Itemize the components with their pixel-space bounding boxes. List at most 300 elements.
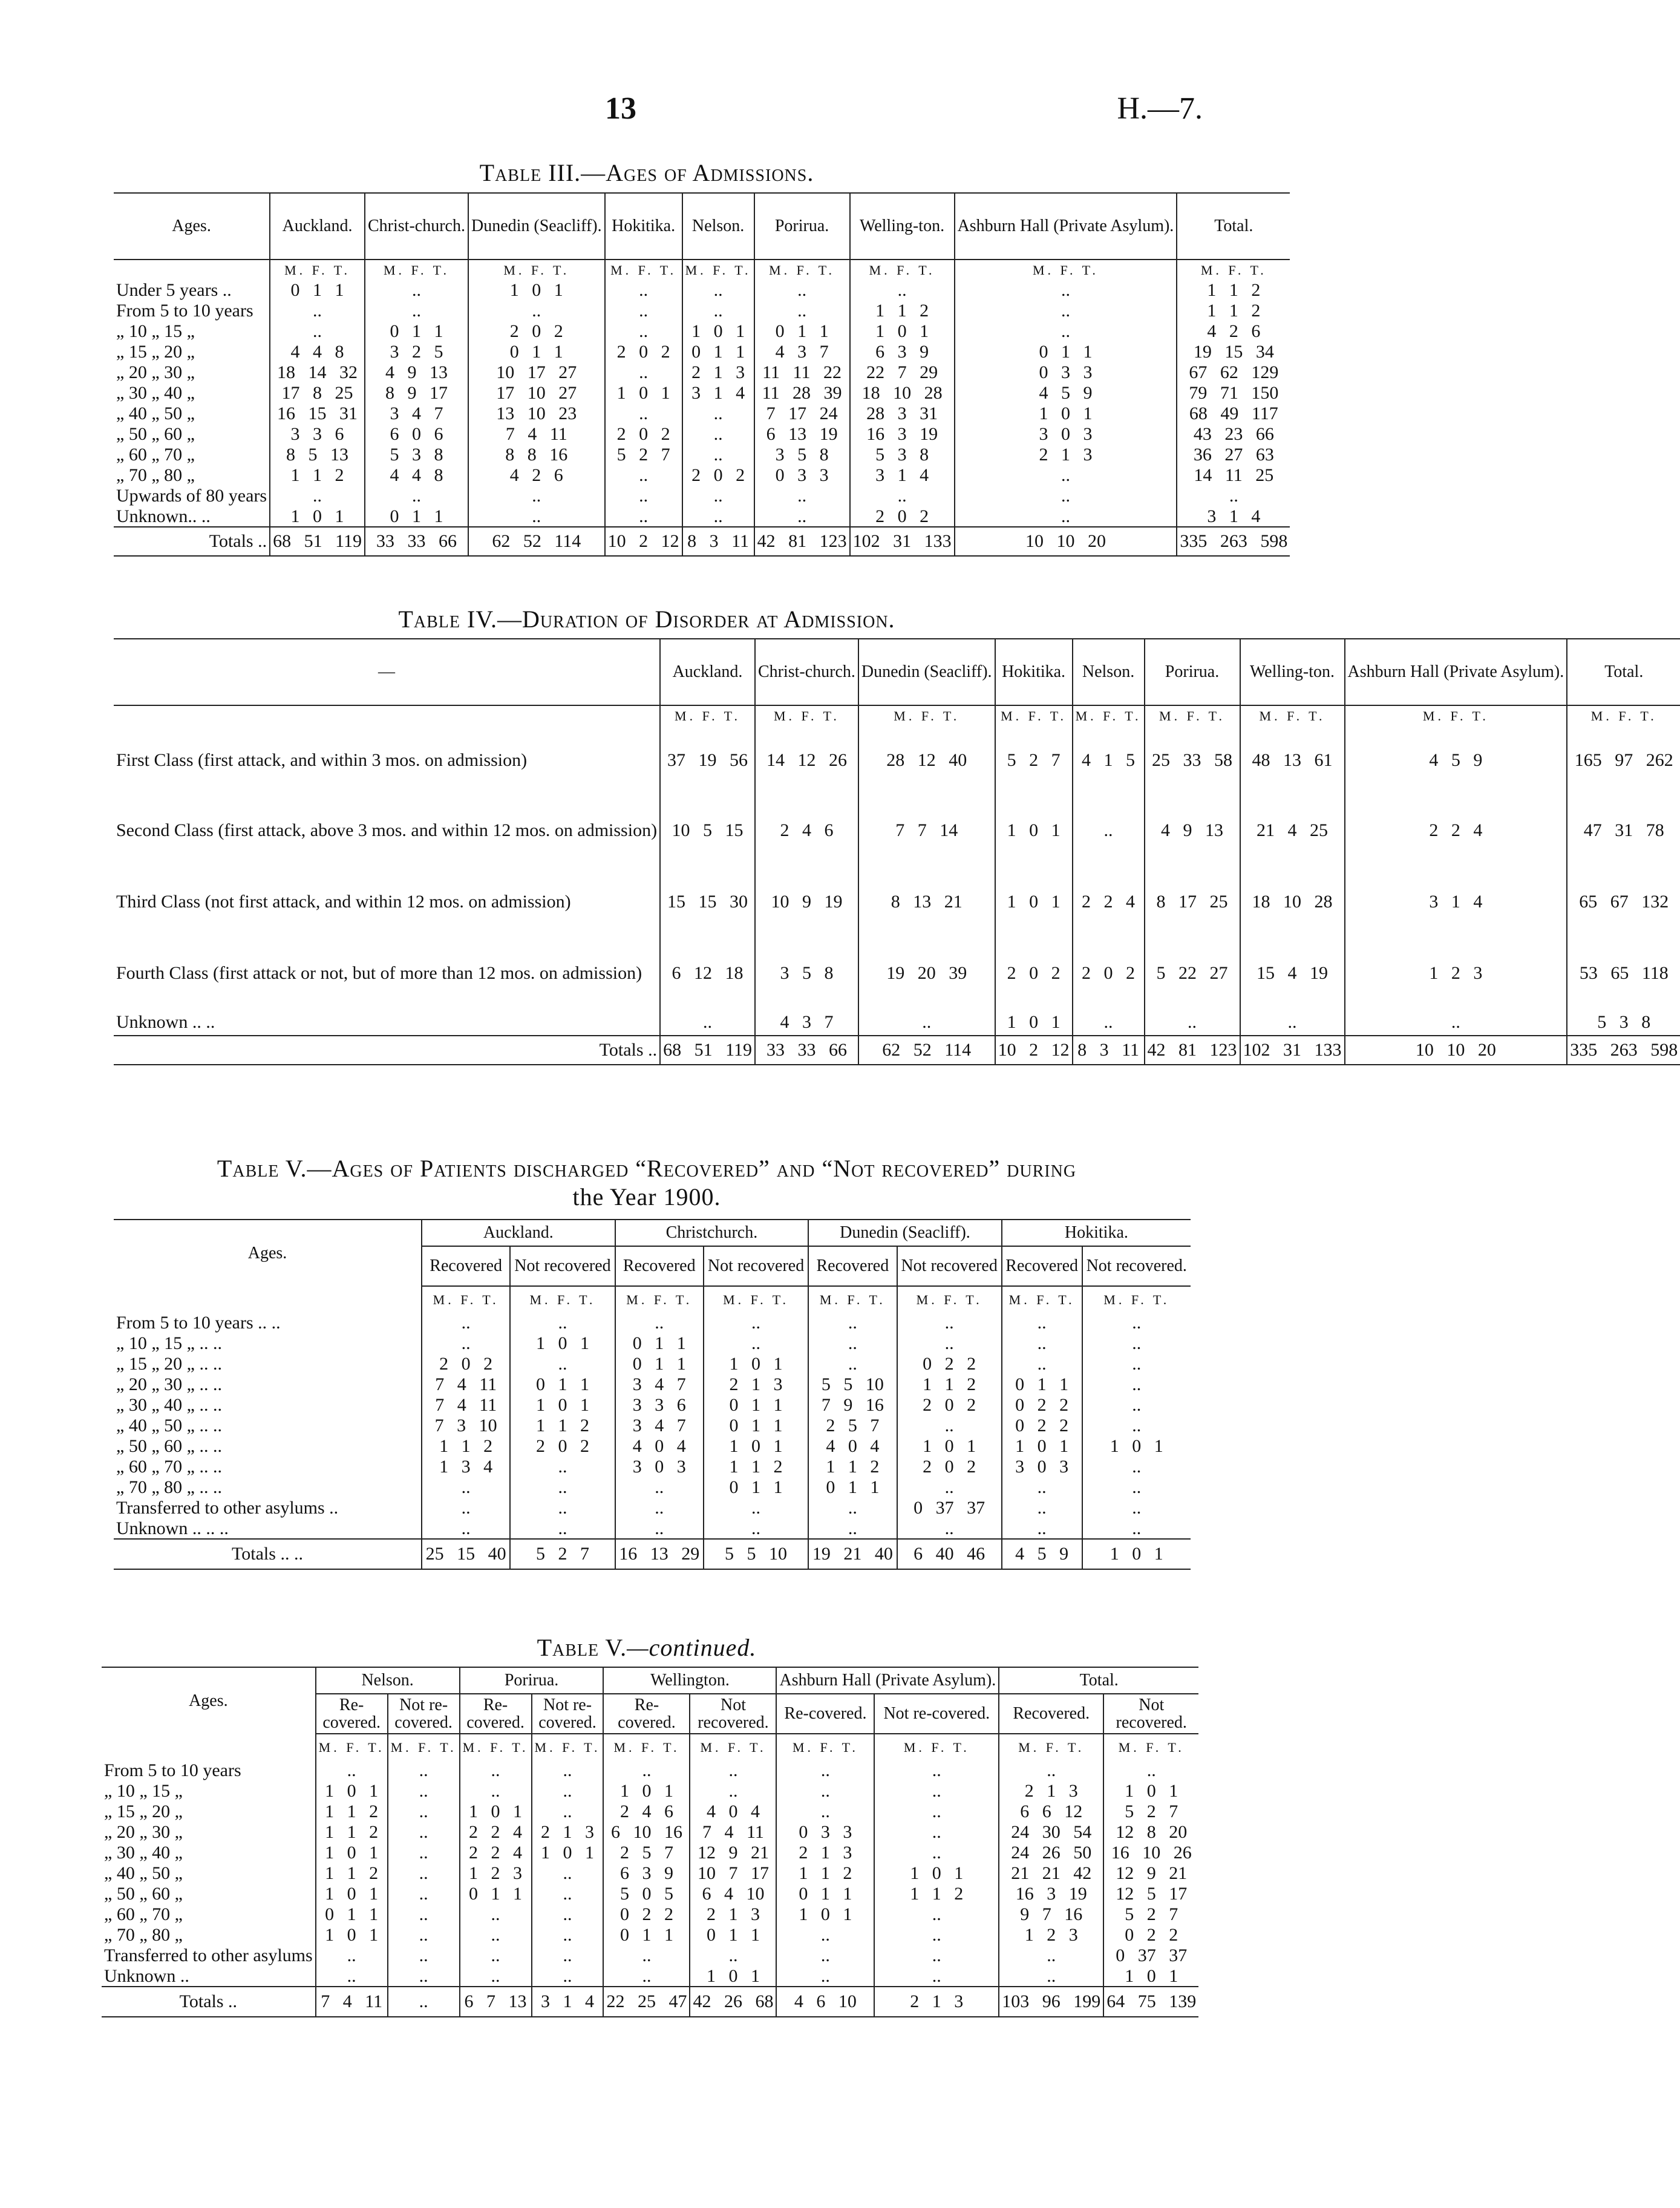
t5-row — [114, 1477, 1191, 1498]
t4-cell: 1 0 1 — [995, 866, 1073, 938]
t4-totals-cell: 10 2 12 — [995, 1036, 1073, 1065]
t3-cell: .. — [754, 506, 850, 527]
t4-cell: .. — [1145, 1009, 1240, 1036]
t5-cell: .. — [1082, 1333, 1191, 1354]
t3-cell: 19 15 34 — [1177, 342, 1290, 362]
t6-cell: 12 9 21 — [1103, 1863, 1198, 1884]
t3-cell: 4 3 7 — [754, 342, 850, 362]
table5-continued-caption — [0, 1633, 1293, 1662]
t4-cell: 7 7 14 — [858, 795, 995, 866]
t6-cell: 1 0 1 — [316, 1843, 388, 1863]
t4-header-3: Dunedin (Seacliff). — [858, 639, 995, 705]
t4-cell: 1 0 1 — [995, 795, 1073, 866]
t3-header-9: Total. — [1177, 193, 1290, 260]
t6-cell: 1 0 1 — [316, 1925, 388, 1945]
t6-mft-label: M. F. T. — [999, 1734, 1103, 1760]
t5-cell: 5 5 10 — [808, 1374, 897, 1395]
t6-totals-cell: 2 1 3 — [874, 1987, 999, 2017]
t6-cell: 0 1 1 — [690, 1925, 776, 1945]
t4-mft-label: M. F. T. — [1073, 705, 1145, 726]
t4-row-label: Third Class (not first attack, and within 12 mos. on admission) — [116, 892, 571, 912]
t3-row-label: „ 40 „ 50 „ — [116, 403, 195, 423]
t6-cell: 2 2 4 — [460, 1843, 532, 1863]
t5-totals-row — [114, 1539, 1191, 1569]
t6-cell: .. — [999, 1760, 1103, 1781]
t5-cell: .. — [808, 1333, 897, 1354]
t4-mft-blank — [114, 705, 660, 726]
t4-row — [114, 726, 1680, 795]
t6-cell: .. — [874, 1945, 999, 1966]
t6-subheader: Not re-covered. — [388, 1694, 460, 1734]
t5-cell: 0 1 1 — [808, 1477, 897, 1498]
t3-cell: 0 1 1 — [270, 280, 365, 301]
t5-cell: 3 4 7 — [615, 1416, 704, 1436]
t3-cell: 1 0 1 — [955, 403, 1177, 424]
t6-cell: 16 10 26 — [1103, 1843, 1198, 1863]
t6-totals-label: Totals .. — [102, 1987, 316, 2017]
page-header — [0, 91, 1293, 133]
t6-cell: 1 0 1 — [1103, 1781, 1198, 1801]
t5-cell: .. — [704, 1498, 808, 1518]
t6-cell: 7 4 11 — [690, 1822, 776, 1843]
t4-header-0: — — [114, 639, 660, 705]
t3-cell: .. — [682, 424, 754, 445]
t4-cell: 25 33 58 — [1145, 726, 1240, 795]
t3-row — [114, 506, 1290, 527]
t4-mft-label: M. F. T. — [755, 705, 858, 726]
t5-row — [114, 1374, 1191, 1395]
t4-cell: .. — [1240, 1009, 1345, 1036]
t3-cell: 0 1 1 — [955, 342, 1177, 362]
t4-cell: 6 12 18 — [660, 938, 755, 1009]
t6-cell: .. — [460, 1966, 532, 1987]
t6-group-header: Ashburn Hall (Private Asylum). — [776, 1667, 999, 1694]
t4-cell: 8 17 25 — [1145, 866, 1240, 938]
t5-group-header: Auckland. — [422, 1220, 615, 1246]
t6-cell: .. — [532, 1781, 604, 1801]
t6-row-label: „ 20 „ 30 „ — [104, 1822, 183, 1842]
t5-cell: 0 1 1 — [1002, 1374, 1082, 1395]
t6-row-label: „ 70 „ 80 „ — [104, 1925, 183, 1945]
t5-cell: .. — [1002, 1333, 1082, 1354]
t5-cell: .. — [1002, 1518, 1082, 1539]
table5-caption-number: Table V. — [217, 1155, 307, 1182]
t6-subheader: Re-covered. — [316, 1694, 388, 1734]
t3-cell: 0 3 3 — [754, 465, 850, 486]
t5-totals-cell: 19 21 40 — [808, 1539, 897, 1569]
t5-cell: .. — [897, 1313, 1002, 1333]
t5-row-label: Transferred to other asylums .. — [116, 1498, 339, 1518]
t3-cell: .. — [955, 321, 1177, 342]
t5-row — [114, 1498, 1191, 1518]
t3-cell: 4 4 8 — [270, 342, 365, 362]
t3-cell: 1 1 2 — [850, 301, 955, 321]
t3-row-label: From 5 to 10 years — [116, 301, 253, 321]
t4-cell: 1 0 1 — [995, 1009, 1073, 1036]
t3-cell: .. — [605, 486, 682, 506]
t5-cell: .. — [422, 1498, 510, 1518]
t5-subheader: Not recovered. — [1082, 1246, 1191, 1286]
t3-cell: 6 0 6 — [365, 424, 468, 445]
t3-row-label: „ 10 „ 15 „ — [116, 321, 195, 341]
t6-row — [102, 1925, 1198, 1945]
t3-header-8: Ashburn Hall (Private Asylum). — [955, 193, 1177, 260]
t5-cell: 1 0 1 — [510, 1333, 615, 1354]
t6-row-label: Unknown .. — [104, 1965, 189, 1986]
t5-subheader: Not recovered — [704, 1246, 808, 1286]
t3-totals-cell: 68 51 119 — [270, 527, 365, 556]
t4-cell: 2 0 2 — [995, 938, 1073, 1009]
t3-header-7: Welling-ton. — [850, 193, 955, 260]
t6-row-label: „ 30 „ 40 „ — [104, 1843, 183, 1863]
t6-subheader: Not recovered. — [690, 1694, 776, 1734]
t3-cell: 28 3 31 — [850, 403, 955, 424]
table-ages-of-admissions — [114, 192, 1290, 557]
t5-cell: 2 1 3 — [704, 1374, 808, 1395]
t3-row — [114, 383, 1290, 403]
t6-row-label: Transferred to other asylums — [104, 1945, 313, 1965]
t6-cell: 2 5 7 — [603, 1843, 690, 1863]
t3-cell: 4 9 13 — [365, 362, 468, 383]
t3-cell: .. — [955, 280, 1177, 301]
t6-row-label: „ 60 „ 70 „ — [104, 1904, 183, 1924]
t5-cell: .. — [897, 1416, 1002, 1436]
t6-cell: 1 1 2 — [776, 1863, 874, 1884]
t3-cell: 3 1 4 — [682, 383, 754, 403]
t6-cell: 0 1 1 — [460, 1884, 532, 1904]
t5-cell: .. — [422, 1313, 510, 1333]
t4-header-8: Ashburn Hall (Private Asylum). — [1345, 639, 1567, 705]
t5-row-label: „ 70 „ 80 „ .. .. — [116, 1477, 222, 1497]
t5-cell: .. — [1082, 1313, 1191, 1333]
t5-cell: 0 1 1 — [704, 1477, 808, 1498]
table5c-caption-title: —continued. — [627, 1634, 757, 1661]
t5-cell: 2 0 2 — [897, 1457, 1002, 1477]
t5-cell: 7 3 10 — [422, 1416, 510, 1436]
t6-row — [102, 1945, 1198, 1966]
t4-header-4: Hokitika. — [995, 639, 1073, 705]
t5-cell: .. — [704, 1333, 808, 1354]
t3-cell: 16 15 31 — [270, 403, 365, 424]
t3-cell: 11 11 22 — [754, 362, 850, 383]
t6-totals-cell: .. — [388, 1987, 460, 2017]
t6-row — [102, 1822, 1198, 1843]
table3-caption — [0, 158, 1293, 187]
t3-cell: .. — [365, 301, 468, 321]
t6-cell: .. — [603, 1760, 690, 1781]
t4-header-1: Auckland. — [660, 639, 755, 705]
t3-cell: .. — [365, 280, 468, 301]
t4-cell: 2 0 2 — [1073, 938, 1145, 1009]
t6-cell: .. — [460, 1904, 532, 1925]
t3-cell: .. — [682, 403, 754, 424]
t3-cell: .. — [682, 445, 754, 465]
t5-cell: .. — [422, 1333, 510, 1354]
t6-cell: .. — [874, 1760, 999, 1781]
t6-cell: .. — [776, 1801, 874, 1822]
t3-header-0: Ages. — [114, 193, 270, 260]
t3-cell: .. — [365, 486, 468, 506]
t6-cell: .. — [460, 1760, 532, 1781]
t3-cell: 0 1 1 — [754, 321, 850, 342]
t3-cell: 79 71 150 — [1177, 383, 1290, 403]
t5-cell: .. — [1082, 1416, 1191, 1436]
t5-cell: 1 1 2 — [510, 1416, 615, 1436]
document-reference: H.—7. — [1117, 91, 1203, 126]
t6-totals-cell: 4 6 10 — [776, 1987, 874, 2017]
t3-cell: .. — [270, 301, 365, 321]
t6-cell: .. — [316, 1966, 388, 1987]
t5-cell: .. — [422, 1477, 510, 1498]
t4-cell: 53 65 118 — [1567, 938, 1680, 1009]
t6-cell: .. — [874, 1822, 999, 1843]
t3-row — [114, 321, 1290, 342]
t6-subheader: Not re-covered. — [874, 1694, 999, 1734]
t3-cell: 1 0 1 — [682, 321, 754, 342]
t3-row — [114, 403, 1290, 424]
t6-cell: 1 1 2 — [874, 1884, 999, 1904]
t6-totals-cell: 6 7 13 — [460, 1987, 532, 2017]
t4-header-2: Christ-church. — [755, 639, 858, 705]
t6-cell: .. — [388, 1925, 460, 1945]
t3-cell: 2 0 2 — [468, 321, 605, 342]
t3-cell: .. — [270, 321, 365, 342]
t4-header-7: Welling-ton. — [1240, 639, 1345, 705]
t6-cell: .. — [460, 1781, 532, 1801]
t5-cell: 0 1 1 — [704, 1395, 808, 1416]
t5-row-label: „ 15 „ 20 „ .. .. — [116, 1354, 222, 1374]
t5-cell: .. — [1002, 1498, 1082, 1518]
t3-cell: 0 3 3 — [955, 362, 1177, 383]
t5-cell: 1 0 1 — [1002, 1436, 1082, 1457]
t6-row — [102, 1966, 1198, 1987]
t3-mft-label: M. F. T. — [468, 260, 605, 280]
t6-cell: 0 37 37 — [1103, 1945, 1198, 1966]
t5-cell: .. — [1082, 1457, 1191, 1477]
t6-cell: .. — [874, 1781, 999, 1801]
t6-mft-blank — [102, 1734, 316, 1760]
t6-mft-label: M. F. T. — [460, 1734, 532, 1760]
t6-subheader: Recovered. — [999, 1694, 1103, 1734]
t6-cell: 12 8 20 — [1103, 1822, 1198, 1843]
t5-cell: 7 4 11 — [422, 1374, 510, 1395]
t3-cell: .. — [754, 301, 850, 321]
t6-cell: 1 0 1 — [316, 1884, 388, 1904]
t6-cell: .. — [532, 1863, 604, 1884]
t6-cell: 0 2 2 — [1103, 1925, 1198, 1945]
t5-cell: 3 4 7 — [615, 1374, 704, 1395]
t6-mft-label: M. F. T. — [1103, 1734, 1198, 1760]
t3-cell: 7 4 11 — [468, 424, 605, 445]
t6-totals-cell: 22 25 47 — [603, 1987, 690, 2017]
t4-totals-cell: 68 51 119 — [660, 1036, 755, 1065]
t4-cell: 19 20 39 — [858, 938, 995, 1009]
t5-row-label: From 5 to 10 years .. .. — [116, 1313, 281, 1333]
t6-mft-label: M. F. T. — [388, 1734, 460, 1760]
t6-cell: 21 21 42 — [999, 1863, 1103, 1884]
t5-totals-cell: 6 40 46 — [897, 1539, 1002, 1569]
t6-group-header: Wellington. — [603, 1667, 776, 1694]
t6-cell: .. — [532, 1760, 604, 1781]
t6-cell: .. — [388, 1822, 460, 1843]
t5-mft-label: M. F. T. — [1002, 1286, 1082, 1313]
t3-totals-cell: 62 52 114 — [468, 527, 605, 556]
t3-row — [114, 424, 1290, 445]
t4-cell: 2 2 4 — [1073, 866, 1145, 938]
t3-cell: .. — [955, 301, 1177, 321]
t4-row-label: First Class (first attack, and within 3 mos. on admission) — [116, 750, 528, 771]
t5-cell: .. — [510, 1354, 615, 1374]
t6-row-label: From 5 to 10 years — [104, 1760, 241, 1780]
t6-cell: 1 0 1 — [690, 1966, 776, 1987]
t6-cell: .. — [874, 1925, 999, 1945]
t3-row-label: „ 60 „ 70 „ — [116, 445, 195, 465]
t5-cell: 4 0 4 — [808, 1436, 897, 1457]
t3-cell: 2 0 2 — [850, 506, 955, 527]
t5-row — [114, 1333, 1191, 1354]
t4-row-label: Second Class (first attack, above 3 mos. and within 12 mos. on admission) — [116, 820, 658, 841]
t3-totals-label: Totals .. — [114, 527, 270, 556]
t3-row-label: Unknown.. .. — [116, 506, 211, 526]
t4-mft-label: M. F. T. — [1145, 705, 1240, 726]
t5-totals-cell: 5 2 7 — [510, 1539, 615, 1569]
t3-cell: .. — [605, 506, 682, 527]
t3-row — [114, 486, 1290, 506]
t3-cell: .. — [468, 506, 605, 527]
t6-cell: 1 0 1 — [603, 1781, 690, 1801]
t3-cell: .. — [605, 280, 682, 301]
t4-cell: 28 12 40 — [858, 726, 995, 795]
t3-cell: 4 2 6 — [1177, 321, 1290, 342]
t6-group-header: Nelson. — [316, 1667, 460, 1694]
t4-header-row — [114, 639, 1680, 705]
t3-cell: 1 0 1 — [270, 506, 365, 527]
t5-cell: .. — [808, 1518, 897, 1539]
t4-cell: 15 15 30 — [660, 866, 755, 938]
t3-mft-label: M. F. T. — [754, 260, 850, 280]
t5-cell: 0 2 2 — [897, 1354, 1002, 1374]
t6-cell: .. — [999, 1966, 1103, 1987]
t5-cell: 1 0 1 — [1082, 1436, 1191, 1457]
t3-cell: 22 7 29 — [850, 362, 955, 383]
t4-totals-cell: 8 3 11 — [1073, 1036, 1145, 1065]
t5-cell: .. — [1082, 1395, 1191, 1416]
t3-row-label: „ 50 „ 60 „ — [116, 424, 195, 444]
table5c-caption-number: Table V. — [537, 1634, 627, 1661]
t6-cell: .. — [460, 1925, 532, 1945]
t6-cell: .. — [874, 1966, 999, 1987]
t5-cell: 0 2 2 — [1002, 1416, 1082, 1436]
t3-cell: 16 3 19 — [850, 424, 955, 445]
t4-totals-cell: 10 10 20 — [1345, 1036, 1567, 1065]
t3-cell: 36 27 63 — [1177, 445, 1290, 465]
table-discharged-part2 — [102, 1667, 1198, 2017]
t6-cell: .. — [388, 1904, 460, 1925]
t5-mft-row — [114, 1286, 1191, 1313]
t4-cell: 4 5 9 — [1345, 726, 1567, 795]
t6-subheader: Not recovered. — [1103, 1694, 1198, 1734]
t3-cell: .. — [850, 280, 955, 301]
t4-totals-label: Totals .. — [114, 1036, 660, 1065]
t6-cell: 0 1 1 — [603, 1925, 690, 1945]
t3-row-label: „ 70 „ 80 „ — [116, 465, 195, 485]
t6-cell: .. — [316, 1760, 388, 1781]
t6-row — [102, 1904, 1198, 1925]
t4-cell: .. — [858, 1009, 995, 1036]
t6-cell: 2 1 3 — [999, 1781, 1103, 1801]
t5-cell: .. — [615, 1477, 704, 1498]
t3-cell: 0 1 1 — [682, 342, 754, 362]
t5-row-label: Unknown .. .. .. — [116, 1518, 229, 1538]
t5-mft-label: M. F. T. — [615, 1286, 704, 1313]
t6-cell: .. — [388, 1781, 460, 1801]
t3-cell: 3 4 7 — [365, 403, 468, 424]
t5-group-row — [114, 1220, 1191, 1246]
table-discharged-part1 — [114, 1219, 1191, 1570]
t6-cell: .. — [388, 1760, 460, 1781]
t6-cell: 5 0 5 — [603, 1884, 690, 1904]
t4-cell: 3 1 4 — [1345, 866, 1567, 938]
t3-cell: 1 0 1 — [605, 383, 682, 403]
page-number: 13 — [605, 91, 636, 126]
t6-cell: .. — [776, 1925, 874, 1945]
table-duration-of-disorder — [114, 638, 1680, 1065]
t3-cell: 3 1 4 — [850, 465, 955, 486]
t3-header-5: Nelson. — [682, 193, 754, 260]
t4-cell: 2 2 4 — [1345, 795, 1567, 866]
t6-cell: 6 4 10 — [690, 1884, 776, 1904]
t6-cell: .. — [874, 1843, 999, 1863]
t3-cell: 18 10 28 — [850, 383, 955, 403]
t6-row-label: „ 50 „ 60 „ — [104, 1884, 183, 1904]
t6-cell: .. — [532, 1904, 604, 1925]
t3-cell: 4 5 9 — [955, 383, 1177, 403]
t5-row-label: „ 50 „ 60 „ .. .. — [116, 1436, 222, 1456]
t5-cell: .. — [510, 1457, 615, 1477]
t3-header-3: Dunedin (Seacliff). — [468, 193, 605, 260]
t3-row-label: „ 15 „ 20 „ — [116, 342, 195, 362]
t3-cell: .. — [754, 280, 850, 301]
t3-mft-label: M. F. T. — [365, 260, 468, 280]
t4-cell: .. — [660, 1009, 755, 1036]
t5-cell: 0 2 2 — [1002, 1395, 1082, 1416]
t3-mft-label: M. F. T. — [1177, 260, 1290, 280]
t3-cell: 4 2 6 — [468, 465, 605, 486]
t5-cell: .. — [808, 1354, 897, 1374]
t3-cell: 11 28 39 — [754, 383, 850, 403]
t4-mft-row — [114, 705, 1680, 726]
t6-mft-label: M. F. T. — [603, 1734, 690, 1760]
t3-row — [114, 342, 1290, 362]
t6-cell: 1 0 1 — [776, 1904, 874, 1925]
t3-row — [114, 465, 1290, 486]
t5-row — [114, 1457, 1191, 1477]
t3-cell: 3 5 8 — [754, 445, 850, 465]
t6-subheader: Re-covered. — [460, 1694, 532, 1734]
t3-mft-label: M. F. T. — [682, 260, 754, 280]
t6-cell: 4 0 4 — [690, 1801, 776, 1822]
t4-row — [114, 795, 1680, 866]
t5-cell: 1 0 1 — [510, 1395, 615, 1416]
t5-cell: 0 37 37 — [897, 1498, 1002, 1518]
t6-cell: 1 1 2 — [316, 1801, 388, 1822]
t3-totals-cell: 102 31 133 — [850, 527, 955, 556]
t4-cell: .. — [1073, 795, 1145, 866]
t4-header-9: Total. — [1567, 639, 1680, 705]
t3-cell: 6 13 19 — [754, 424, 850, 445]
t3-cell: 1 0 1 — [850, 321, 955, 342]
t5-cell: 2 0 2 — [510, 1436, 615, 1457]
